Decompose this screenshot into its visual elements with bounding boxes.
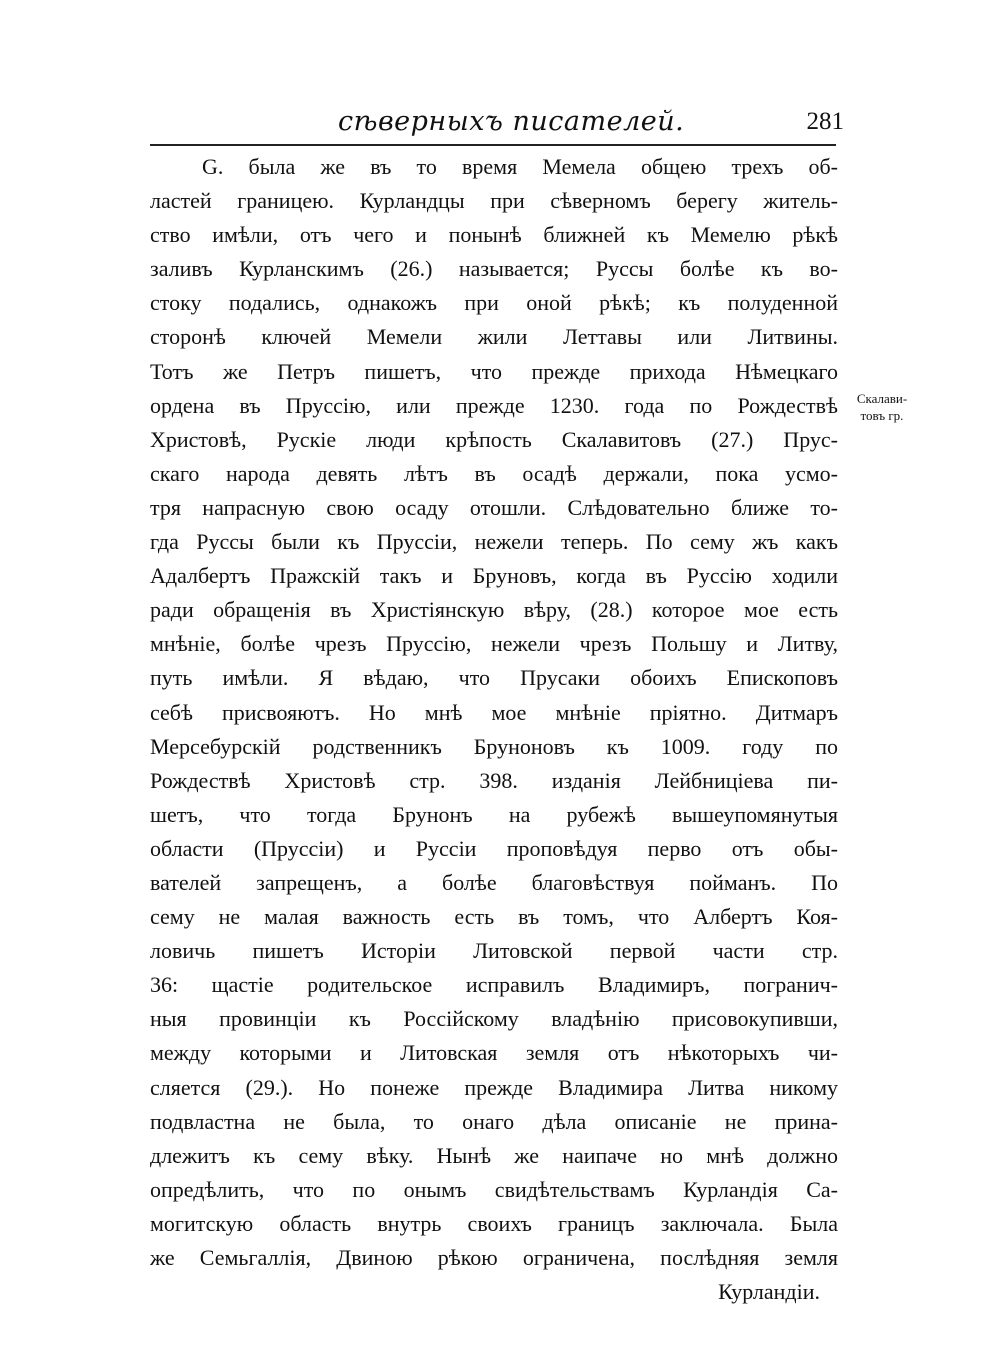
text-line: ныя провинціи къ Россійскому владѣнію присовокупивши, [150,1006,838,1032]
text-line: Адалбертъ Пражскій такъ и Бруновъ, когда въ Руссію ходили [150,563,838,589]
text-line: ловичь пишетъ Исторіи Литовской первой части стр. [150,938,838,964]
text-line: заливъ Курланскимъ (26.) называется; Руссы болѣе къ во- [150,256,838,282]
text-line: вателей запрещенъ, а болѣе благовѣствуя пойманъ. По [150,869,838,895]
page-number: 281 [806,108,844,135]
text-line: стоку подались, однакожъ при оной рѣкѣ; къ полуденной [150,290,838,316]
text-line: мнѣніе, болѣе чрезъ Пруссію, нежели чрезъ Польшу и Литву, [150,631,838,657]
text-line: тря напрасную свою осаду отошли. Слѣдовательно ближе то- [150,494,838,520]
text-line: G. была же въ то время Мемела общею трехъ об- [202,154,838,179]
text-line: длежитъ къ сему вѣку. Нынѣ же наипаче но мнѣ должно [150,1142,838,1168]
text-line: себѣ присвояютъ. Но мнѣ мое мнѣніе пріятно. Дитмаръ [150,699,838,725]
marginal-note-line: товъ гр. [860,408,904,423]
catchword-line: Курландіи. [718,1279,820,1305]
text-line: Мерсебурскій родственникъ Бруноновъ къ 1009. году по [150,733,838,759]
text-line: ордена въ Пруссію, или прежде 1230. года по Рождествѣ [150,392,838,418]
header-rule [150,144,836,146]
text-line: путь имѣли. Я вѣдаю, что Прусаки обоихъ Епископовъ [150,665,838,691]
text-line: подвластна не была, то онаго дѣла описаніе не прина- [150,1108,838,1134]
text-line: гда Руссы были къ Пруссіи, нежели теперь. По сему жъ какъ [150,529,838,555]
text-line: могитскую область внутрь своихъ границъ заключала. Была [150,1210,838,1236]
text-line: опредѣлить, что по онымъ свидѣтельствамъ Курландія Са- [150,1176,838,1202]
text-line: Христовѣ, Рускіе люди крѣпость Скалавитовъ (27.) Прус- [150,426,838,452]
text-line: ради обращенія въ Христіянскую вѣру, (28.) которое мое есть [150,597,838,623]
text-line: Рождествѣ Христовѣ стр. 398. изданія Лейбницiева пи- [150,767,838,793]
marginal-note-line: Скалави- [856,391,908,406]
text-line: ластей границею. Курландцы при сѣверномъ берегу житель- [150,188,838,214]
text-line: шетъ, что тогда Брунонъ на рубежѣ вышеупомянутыя [150,801,838,827]
body-text [150,150,838,1309]
text-line: сляется (29.). Но понеже прежде Владимира Литва никому [150,1074,838,1100]
text-line: же Семьгаллія, Двиною рѣкою ограничена, послѣдняя земля [150,1245,838,1270]
marginal-note [842,390,922,424]
text-line: области (Пруссіи) и Руссіи проповѣдуя перво отъ обы- [150,835,838,861]
text-line: ство имѣли, отъ чего и понынѣ ближней къ Мемелю рѣкѣ [150,222,838,248]
text-line: Тотъ же Петръ пишетъ, что прежде прихода Нѣмецкаго [150,358,838,384]
running-head [150,102,850,142]
text-line: скаго народа девять лѣтъ въ осадѣ держали, пока усмо- [150,460,838,486]
running-title: сѣверныхъ писателей. [338,106,685,137]
text-line: 36: щастіе родительское исправилъ Владимиръ, погранич- [150,972,838,998]
text-line: между которыми и Литовская земля отъ нѣкоторыхъ чи- [150,1040,838,1066]
text-line: сему не малая важность есть въ томъ, что Албертъ Коя- [150,904,838,930]
text-line: сторонѣ ключей Мемели жили Леттавы или Литвины. [150,324,838,350]
